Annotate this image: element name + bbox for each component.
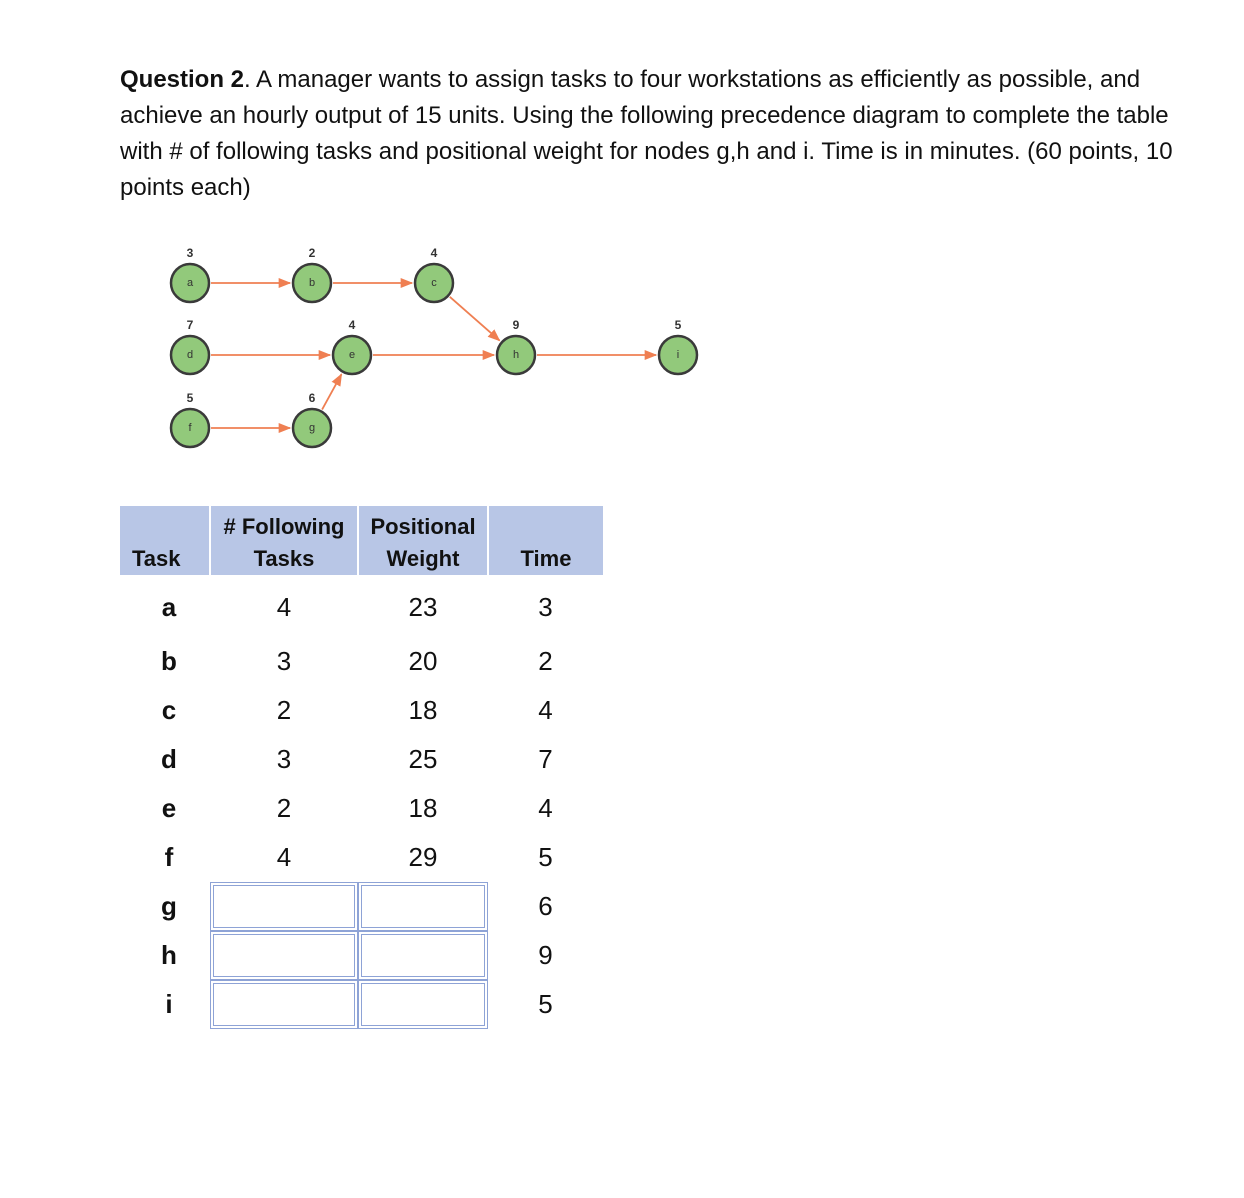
following-cell: 3 [276, 744, 292, 774]
task-cell: a [161, 591, 177, 622]
node-label-e: e [348, 349, 356, 361]
node-label-a: a [186, 277, 194, 289]
node-i [659, 318, 697, 374]
table-header-row [120, 506, 603, 575]
header-task: Task [120, 506, 210, 575]
table-row [120, 980, 603, 1029]
following-cell: 4 [276, 591, 292, 622]
task-cell: h [161, 940, 177, 970]
node-label-g: g [308, 422, 316, 434]
table-row [120, 882, 603, 931]
node-time-i: 5 [674, 318, 682, 332]
task-cell: c [161, 695, 177, 725]
weight-answer-box[interactable] [358, 980, 488, 1029]
node-time-g: 6 [308, 391, 316, 405]
weight-answer-cell[interactable] [358, 931, 488, 980]
node-label-i: i [676, 349, 680, 361]
node-time-e: 4 [348, 318, 356, 332]
weight-answer-cell[interactable] [358, 882, 488, 931]
node-time-f: 5 [186, 391, 194, 405]
time-cell: 4 [538, 695, 553, 725]
table-row [120, 686, 603, 735]
table-row [120, 784, 603, 833]
task-table [120, 506, 603, 1029]
node-time-h: 9 [512, 318, 520, 332]
task-cell: f [164, 842, 174, 872]
table-row [120, 833, 603, 882]
task-cell: e [161, 793, 177, 823]
task-cell: d [161, 744, 177, 774]
node-g [293, 391, 331, 447]
header-following-tasks: # Following Tasks [210, 506, 358, 575]
time-cell: 2 [538, 646, 553, 676]
node-h [497, 318, 535, 374]
header-time: Time [488, 506, 603, 575]
following-answer-box[interactable] [210, 980, 358, 1029]
time-cell: 6 [538, 891, 553, 921]
weight-cell: 23 [408, 591, 438, 622]
node-b [293, 246, 331, 302]
table-row [120, 637, 603, 686]
weight-cell: 18 [408, 793, 438, 823]
following-cell: 2 [276, 695, 292, 725]
weight-answer-box[interactable] [358, 931, 488, 980]
task-cell: g [161, 891, 177, 921]
node-label-d: d [186, 349, 194, 361]
following-answer-box[interactable] [210, 931, 358, 980]
node-label-b: b [308, 277, 316, 289]
following-cell: 2 [276, 793, 292, 823]
node-label-f: f [188, 422, 192, 434]
node-label-c: c [431, 277, 437, 289]
header-positional-weight: Positional Weight [358, 506, 488, 575]
edge-g-e [322, 374, 341, 409]
node-time-a: 3 [186, 246, 194, 260]
time-cell: 5 [538, 842, 553, 872]
weight-cell: 20 [408, 646, 438, 676]
table-row [120, 931, 603, 980]
question-body: . A manager wants to assign tasks to four workstations as efficiently as possible, and achieve an hourly output of 15 units. Using the following precedence diagram to complete the table with # of following tasks and positional weight for nodes g,h and i. Time is in minutes. (60 points, 10 points each) [120, 66, 1173, 201]
question-text [120, 62, 1200, 206]
node-c [415, 246, 453, 302]
following-answer-cell[interactable] [210, 882, 358, 931]
weight-cell: 25 [408, 744, 438, 774]
following-cell: 4 [276, 842, 292, 872]
time-cell: 3 [538, 591, 553, 622]
table-row [120, 575, 603, 637]
weight-cell: 29 [408, 842, 438, 872]
time-cell: 5 [538, 989, 553, 1019]
node-e [333, 318, 371, 374]
time-cell: 7 [538, 744, 553, 774]
time-cell: 4 [538, 793, 553, 823]
node-f [171, 391, 209, 447]
node-time-d: 7 [186, 318, 194, 332]
node-time-c: 4 [430, 246, 438, 260]
task-cell: b [161, 646, 177, 676]
node-d [171, 318, 209, 374]
precedence-diagram [150, 235, 710, 465]
question-label: Question 2 [120, 66, 245, 93]
time-cell: 9 [538, 940, 553, 970]
following-answer-box[interactable] [210, 882, 358, 931]
task-cell: i [165, 989, 173, 1019]
node-time-b: 2 [308, 246, 316, 260]
weight-answer-box[interactable] [358, 882, 488, 931]
node-a [171, 246, 209, 302]
following-answer-cell[interactable] [210, 931, 358, 980]
table-row [120, 735, 603, 784]
following-cell: 3 [276, 646, 292, 676]
weight-cell: 18 [408, 695, 438, 725]
weight-answer-cell[interactable] [358, 980, 488, 1029]
edge-c-h [450, 297, 500, 341]
node-label-h: h [512, 349, 520, 361]
following-answer-cell[interactable] [210, 980, 358, 1029]
